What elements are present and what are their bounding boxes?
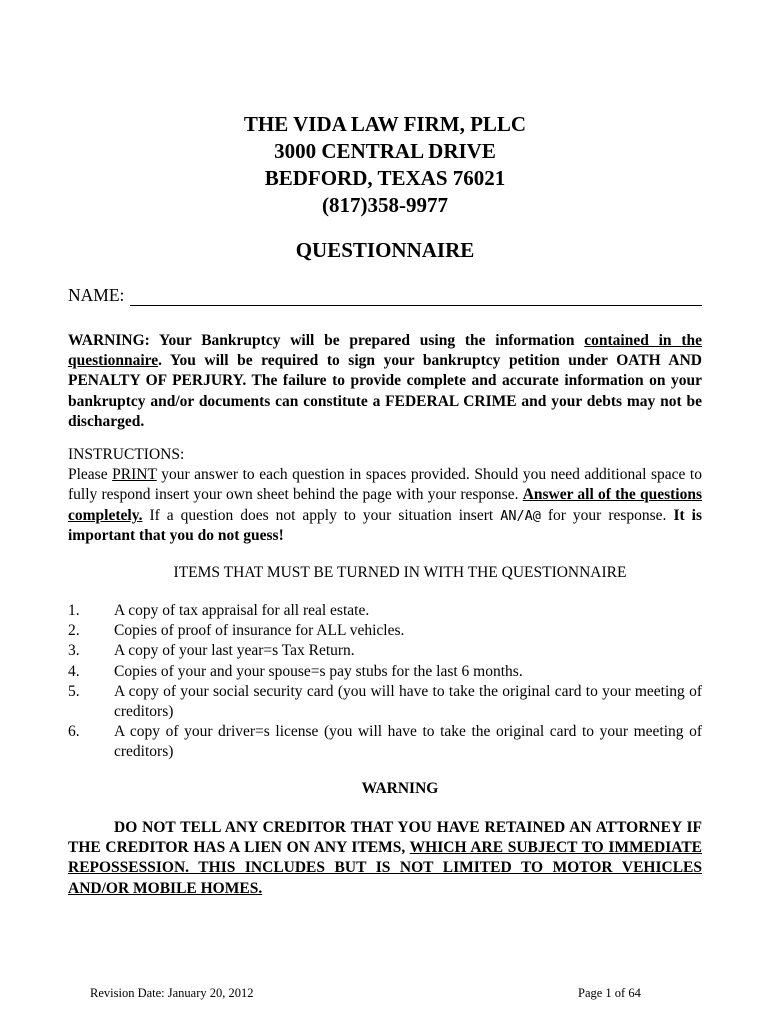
list-item bbox=[68, 682, 702, 722]
warning-paragraph bbox=[68, 331, 702, 432]
list-item bbox=[68, 601, 702, 621]
page-number: Page 1 of 64 bbox=[578, 986, 641, 1000]
warning-text-underlined: contained in the questionnaire bbox=[68, 332, 702, 370]
instr-t5: If a question does not apply to your situation insert bbox=[142, 506, 501, 524]
list-item bbox=[68, 641, 702, 661]
instr-do-not-guess: It is important that you do not guess! bbox=[68, 506, 702, 544]
item-text: Copies of proof of insurance for ALL vehicles. bbox=[114, 622, 405, 640]
items-list bbox=[68, 601, 702, 763]
item-text: A copy of your driver=s license (you will have to take the original card to your meeting of creditors) bbox=[114, 723, 702, 761]
item-text: A copy of your social security card (you will have to take the original card to your meeting of creditors) bbox=[114, 682, 702, 721]
firm-street: 3000 CENTRAL DRIVE bbox=[274, 139, 496, 163]
name-field-line[interactable] bbox=[130, 289, 702, 306]
instr-t3: your answer to each question in spaces provided. Should you need additional space to fully respond insert your own sheet behind the page with your response. bbox=[68, 466, 702, 504]
warning-body-underlined: WHICH ARE SUBJECT TO IMMEDIATE REPOSSESSION. THIS INCLUDES BUT IS NOT LIMITED TO MOTOR VEHICLES AND/OR MOBILE HOMES. bbox=[68, 839, 702, 897]
item-number: 4. bbox=[68, 662, 80, 680]
item-number: 5. bbox=[68, 682, 80, 700]
instr-t1: Please bbox=[68, 466, 113, 484]
name-row bbox=[68, 285, 702, 306]
warning-title: WARNING bbox=[361, 780, 439, 797]
items-title: ITEMS THAT MUST BE TURNED IN WITH THE QUESTIONNAIRE bbox=[173, 564, 627, 581]
instructions-section bbox=[68, 445, 702, 546]
instructions-text bbox=[68, 465, 702, 546]
item-number: 6. bbox=[68, 723, 80, 741]
item-number: 3. bbox=[68, 642, 80, 660]
warning-text-1: WARNING: Your Bankruptcy will be prepared using the information bbox=[68, 332, 585, 349]
list-item bbox=[68, 722, 702, 762]
instr-na: AN/A@ bbox=[500, 507, 541, 524]
list-item bbox=[68, 662, 702, 682]
instructions-heading: INSTRUCTIONS: bbox=[68, 446, 185, 463]
instr-t7: for your response. bbox=[540, 506, 674, 524]
document-title: QUESTIONNAIRE bbox=[295, 238, 475, 262]
firm-city: BEDFORD, TEXAS 76021 bbox=[264, 166, 506, 190]
item-text: A copy of tax appraisal for all real estate. bbox=[114, 602, 370, 619]
name-label: NAME: bbox=[68, 285, 125, 305]
firm-phone: (817)358-9977 bbox=[322, 193, 448, 217]
warning-body bbox=[68, 818, 702, 899]
firm-name: THE VIDA LAW FIRM, PLLC bbox=[243, 112, 527, 136]
list-item bbox=[68, 621, 702, 641]
warning-body-text: DO NOT TELL ANY CREDITOR THAT YOU HAVE RETAINED AN ATTORNEY IF THE CREDITOR HAS A LIEN ON ANY ITEMS, bbox=[68, 819, 702, 857]
item-text: Copies of your and your spouse=s pay stubs for the last 6 months. bbox=[114, 662, 523, 680]
item-number: 1. bbox=[68, 602, 80, 619]
item-text: A copy of your last year=s Tax Return. bbox=[114, 642, 355, 660]
firm-header bbox=[0, 111, 770, 219]
warning-text-2: . You will be required to sign your bankruptcy petition under OATH AND PENALTY OF PERJURY. The failure to provide complete and accurate information on your bankruptcy and/or documents can constitute a FEDERAL CRIME and your debts may not be discharged. bbox=[68, 352, 702, 430]
item-number: 2. bbox=[68, 622, 80, 640]
instr-print: PRINT bbox=[112, 466, 157, 484]
instr-answer-all: Answer all of the questions completely. bbox=[68, 486, 702, 524]
revision-date: Revision Date: January 20, 2012 bbox=[90, 986, 254, 1000]
